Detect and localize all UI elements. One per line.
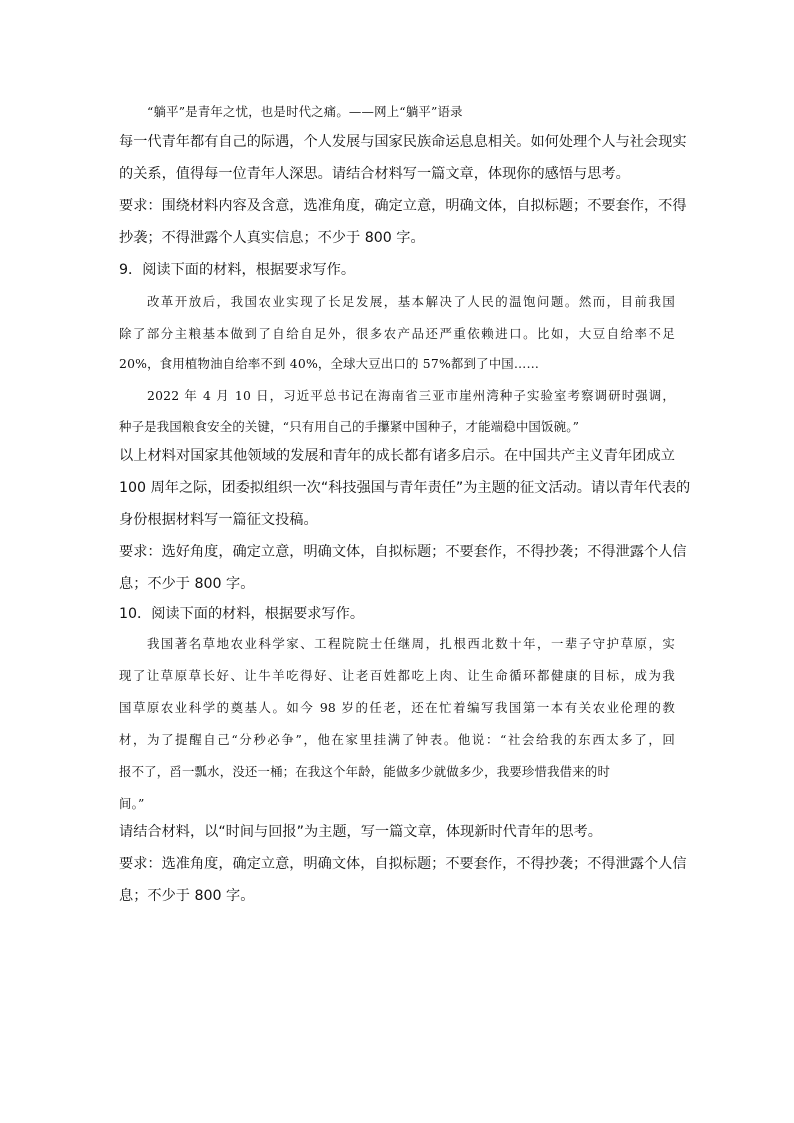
q9-material-line: 除了部分主粮基本做到了自给自足外，很多农产品还严重依赖进口。比如，大豆自给率不足 [119, 326, 675, 341]
q9-requirement-line: 息；不少于 800 字。 [119, 576, 255, 592]
q10-material-line: 国草原农业科学的奠基人。如今 98 岁的任老，还在忙着编写我国第一本有关农业伦理的教 [119, 700, 675, 715]
q9-prompt-line: 100 周年之际，团委拟组织一次“科技强国与青年责任”为主题的征文活动。请以青年代表的 [119, 480, 691, 496]
q10-material-line: 材，为了提醒自己“分秒必争”，他在家里挂满了钟表。他说：“社会给我的东西太多了，回 [119, 732, 675, 747]
q9-material-line: 改革开放后，我国农业实现了长足发展，基本解决了人民的温饱问题。然而，目前我国 [147, 294, 675, 309]
intro-body-line: 每一代青年都有自己的际遇，个人发展与国家民族命运息息相关。如何处理个人与社会现实 [119, 134, 687, 150]
q9-material-line: 20%，食用植物油自给率不到 40%，全球大豆出口的 57%都到了中国…… [119, 356, 540, 371]
intro-requirement-line: 抄袭；不得泄露个人真实信息；不少于 800 字。 [119, 230, 425, 246]
q9-requirement-line: 要求：选好角度，确定立意，明确文体，自拟标题；不要套作，不得抄袭；不得泄露个人信 [119, 544, 687, 560]
q10-heading: 10．阅读下面的材料，根据要求写作。 [119, 606, 365, 622]
q9-material-line: 种子是我国粮食安全的关键，“只有用自己的手攥紧中国种子，才能端稳中国饭碗。” [119, 419, 580, 434]
q10-material-line: 现了让草原草长好、让牛羊吃得好、让老百姓都吃上肉、让生命循环都健康的目标，成为我 [119, 668, 675, 683]
intro-quote: “躺平”是青年之忧，也是时代之痛。——网上“躺平”语录 [147, 104, 463, 119]
q10-material-line: 间。” [119, 796, 145, 811]
q9-heading: 9．阅读下面的材料，根据要求写作。 [119, 262, 356, 278]
q10-material-line: 报不了，舀一瓢水，没还一桶；在我这个年龄，能做多少就做多少，我要珍惜我借来的时 [119, 764, 611, 779]
q10-material-line: 我国著名草地农业科学家、工程院院士任继周，扎根西北数十年，一辈子守护草原，实 [147, 636, 675, 651]
q10-requirement-line: 息；不少于 800 字。 [119, 888, 255, 904]
q9-prompt-line: 身份根据材料写一篇征文投稿。 [119, 512, 318, 528]
q9-material-line: 2022 年 4 月 10 日，习近平总书记在海南省三亚市崖州湾种子实验室考察调研时强调， [147, 388, 675, 403]
intro-requirement-line: 要求：围绕材料内容及含意，选准角度，确定立意，明确文体，自拟标题；不要套作，不得 [119, 198, 687, 214]
q9-prompt-line: 以上材料对国家其他领域的发展和青年的成长都有诸多启示。在中国共产主义青年团成立 [119, 448, 675, 464]
q10-prompt: 请结合材料，以“时间与回报”为主题，写一篇文章，体现新时代青年的思考。 [119, 824, 602, 840]
intro-body-line: 的关系，值得每一位青年人深思。请结合材料写一篇文章，体现你的感悟与思考。 [119, 166, 630, 182]
q10-requirement-line: 要求：选准角度，确定立意，明确文体，自拟标题；不要套作，不得抄袭；不得泄露个人信 [119, 856, 687, 872]
